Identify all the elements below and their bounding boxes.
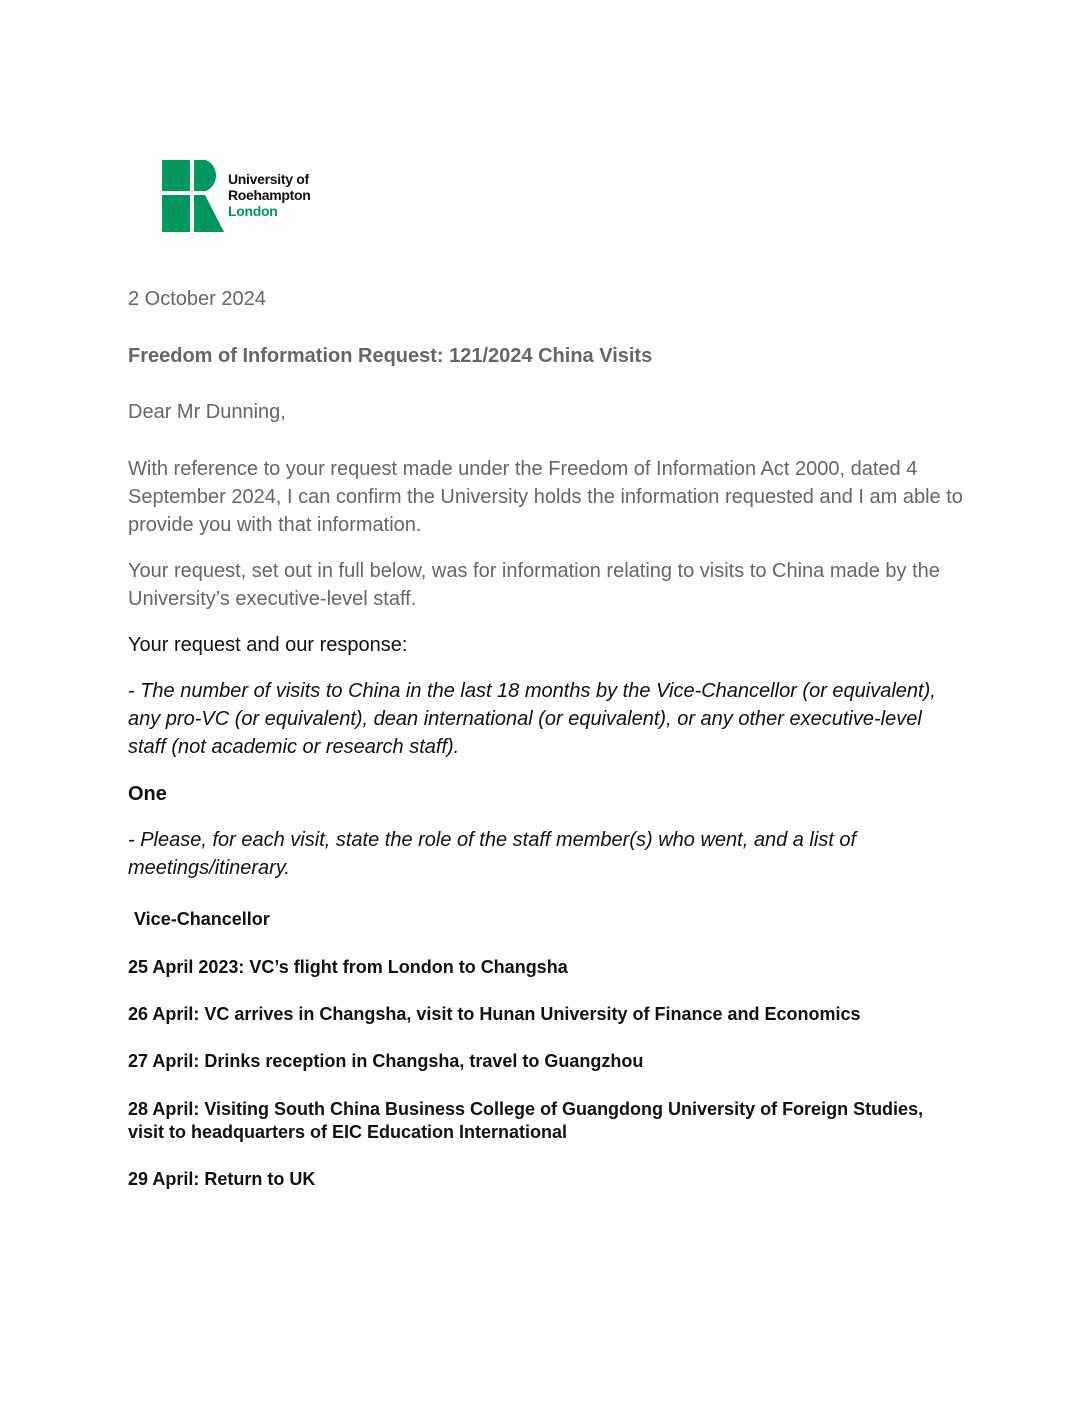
intro-paragraph: With reference to your request made under the Freedom of Information Act 2000, dated 4 September 2024, I can confirm the University holds the information requested and I am able to provide you with that information. (128, 458, 963, 536)
letter-subject: Freedom of Information Request: 121/2024 China Visits (128, 345, 653, 367)
university-name (228, 171, 311, 219)
logo-line-1: University of (228, 171, 309, 187)
itinerary-item: 27 April: Drinks reception in Changsha, travel to Guangzhou (128, 1051, 644, 1071)
itinerary-item: 29 April: Return to UK (128, 1169, 316, 1189)
answer-1: One (128, 783, 167, 805)
university-logo (162, 160, 332, 232)
request-heading: Your request and our response: (128, 634, 408, 656)
question-1: - The number of visits to China in the last 18 months by the Vice-Chancellor (or equivalent), any pro-VC (or equivalent), dean international (or equivalent), or any other executive-level staff (not academic or research staff). (128, 680, 936, 758)
itinerary-item: 26 April: VC arrives in Changsha, visit to Hunan University of Finance and Economics (128, 1004, 861, 1024)
itinerary-item: 25 April 2023: VC’s flight from London to Changsha (128, 957, 568, 977)
request-summary: Your request, set out in full below, was for information relating to visits to China made by the University’s executive-level staff. (128, 560, 940, 610)
logo-line-3: London (228, 203, 278, 219)
question-2: - Please, for each visit, state the role of the staff member(s) who went, and a list of meetings/itinerary. (128, 829, 857, 879)
logo-line-2: Roehampton (228, 187, 311, 203)
salutation: Dear Mr Dunning, (128, 401, 286, 423)
letter-date: 2 October 2024 (128, 288, 266, 310)
roehampton-r-mark-icon (162, 160, 226, 232)
itinerary-item: 28 April: Visiting South China Business College of Guangdong University of Foreign Studies, visit to headquarters of EIC Education International (128, 1099, 924, 1142)
staff-role: Vice-Chancellor (134, 909, 270, 929)
